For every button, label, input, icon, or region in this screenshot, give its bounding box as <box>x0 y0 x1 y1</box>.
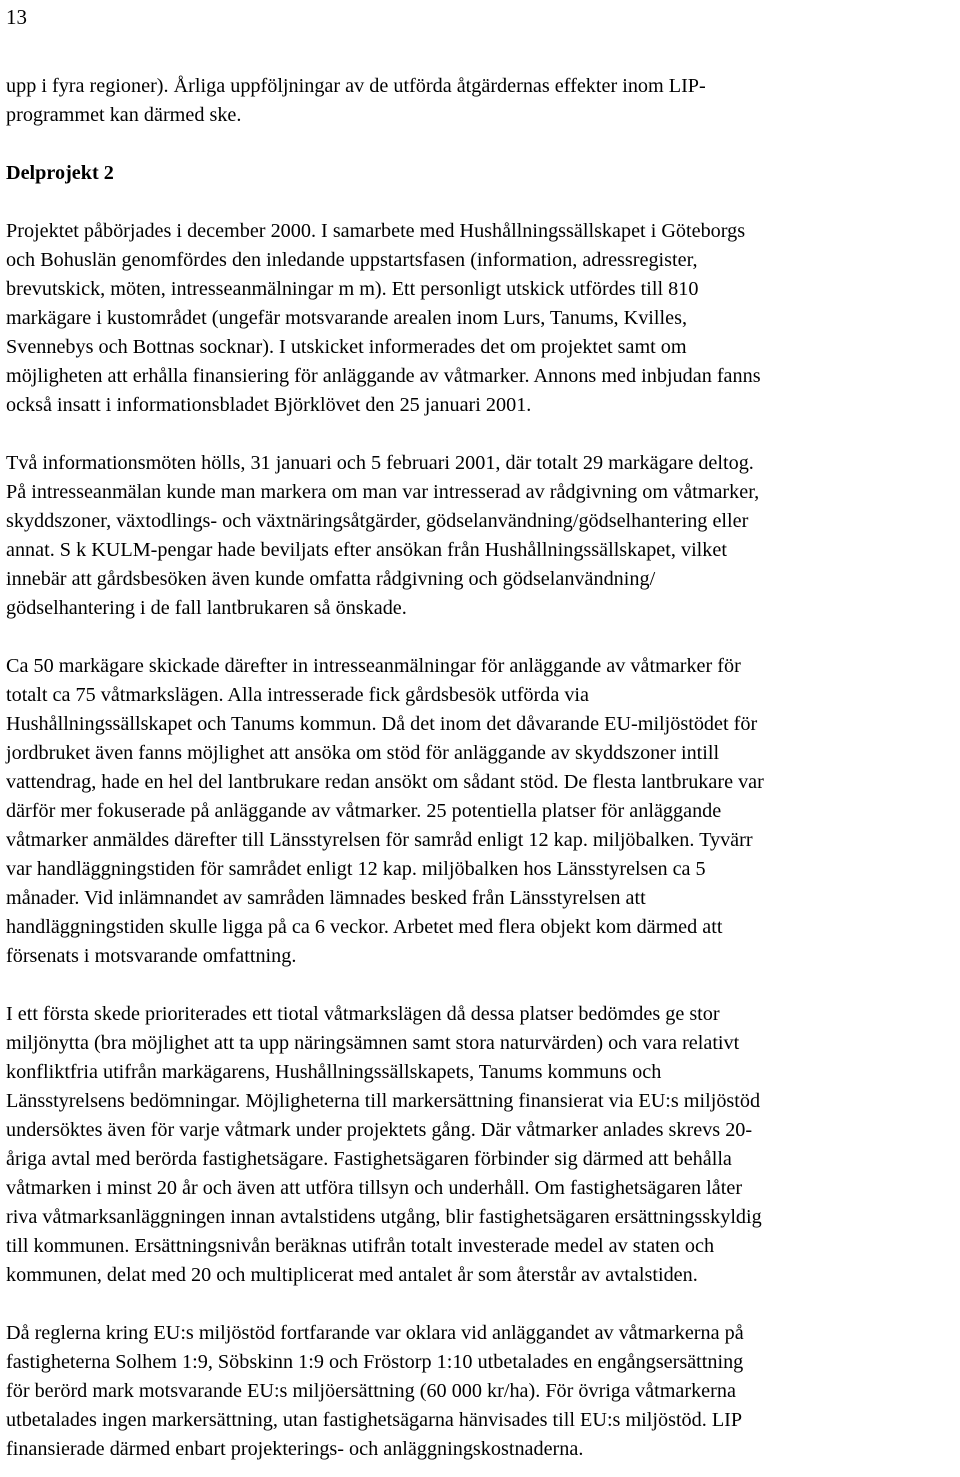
text-line: kommunen, delat med 20 och multiplicerat med antalet år som återstår av avtalstiden. <box>6 1264 698 1286</box>
paragraph <box>6 1319 956 1464</box>
text-line: våtmarker anmäldes därefter till Länsstyrelsen för samråd enligt 12 kap. miljöbalken. Tyvärr <box>6 829 753 851</box>
text-line: möjligheten att erhålla finansiering för anläggande av våtmarker. Annons med inbjudan fanns <box>6 365 761 387</box>
text-line: Två informationsmöten hölls, 31 januari och 5 februari 2001, där totalt 29 markägare deltog. <box>6 452 754 474</box>
paragraph <box>6 449 956 623</box>
paragraph <box>6 652 956 971</box>
paragraph-gap <box>6 130 956 159</box>
text-line: fastigheterna Solhem 1:9, Söbskinn 1:9 och Fröstorp 1:10 utbetalades en engångsersättning <box>6 1351 744 1373</box>
text-line: våtmarken i minst 20 år och även att utföra tillsyn och underhåll. Om fastighetsägaren låter <box>6 1177 743 1199</box>
paragraph-gap <box>6 420 956 449</box>
text-line: konfliktfria utifrån markägarens, Hushållningssällskapets, Tanums kommuns och <box>6 1061 662 1083</box>
section-heading <box>6 159 956 188</box>
text-line: totalt ca 75 våtmarkslägen. Alla intresserade fick gårdsbesök utförda via <box>6 684 589 706</box>
text-line: I ett första skede prioriterades ett tiotal våtmarkslägen då dessa platser bedömdes ge stor <box>6 1003 720 1025</box>
paragraph-gap <box>6 623 956 652</box>
text-line: finansierade därmed enbart projekterings- och anläggningskostnaderna. <box>6 1438 584 1460</box>
paragraph <box>6 1000 956 1290</box>
text-line: för berörd mark motsvarande EU:s miljöersättning (60 000 kr/ha). För övriga våtmarkerna <box>6 1380 736 1402</box>
text-line: därför mer fokuserade på anläggande av våtmarker. 25 potentiella platser för anläggande <box>6 800 722 822</box>
text-line: programmet kan därmed ske. <box>6 104 242 126</box>
document-body <box>6 72 956 1464</box>
text-line: försenats i motsvarande omfattning. <box>6 945 297 967</box>
text-line: Då reglerna kring EU:s miljöstöd fortfarande var oklara vid anläggandet av våtmarkerna på <box>6 1322 744 1344</box>
text-line: utbetalades ingen markersättning, utan fastighetsägarna hänvisades till EU:s miljöstöd. LIP <box>6 1409 743 1431</box>
text-line: Delprojekt 2 <box>6 162 114 184</box>
text-line: Ca 50 markägare skickade därefter in intresseanmälningar för anläggande av våtmarker för <box>6 655 741 677</box>
text-line: innebär att gårdsbesöken även kunde omfatta rådgivning och gödselanvändning/ <box>6 568 656 590</box>
paragraph <box>6 72 956 130</box>
text-line: undersöktes även för varje våtmark under projektets gång. Där våtmarker anlades skrevs 20- <box>6 1119 753 1141</box>
text-line: jordbruket även fanns möjlighet att ansöka om stöd för anläggande av skyddszoner intill <box>6 742 720 764</box>
text-line: också insatt i informationsbladet Björklövet den 25 januari 2001. <box>6 394 532 416</box>
text-line: miljönytta (bra möjlighet att ta upp näringsämnen samt stora naturvärden) och vara relativt <box>6 1032 740 1054</box>
text-line: Hushållningssällskapet och Tanums kommun. Då det inom det dåvarande EU-miljöstödet för <box>6 713 758 735</box>
text-line: gödselhantering i de fall lantbrukaren så önskade. <box>6 597 407 619</box>
text-line: annat. S k KULM-pengar hade beviljats efter ansökan från Hushållningssällskapet, vilket <box>6 539 727 561</box>
text-line: Projektet påbörjades i december 2000. I samarbete med Hushållningssällskapet i Göteborgs <box>6 220 746 242</box>
text-line: var handläggningstiden för samrådet enligt 12 kap. miljöbalken hos Länsstyrelsen ca 5 <box>6 858 706 880</box>
text-line: skyddszoner, växtodlings- och växtnäringsåtgärder, gödselanvändning/gödselhantering eller <box>6 510 749 532</box>
paragraph-gap <box>6 971 956 1000</box>
text-line: markägare i kustområdet (ungefär motsvarande arealen inom Lurs, Tanums, Kvilles, <box>6 307 688 329</box>
text-line: riva våtmarksanläggningen innan avtalstidens utgång, blir fastighetsägaren ersättningsskyldig <box>6 1206 762 1228</box>
paragraph <box>6 217 956 420</box>
text-line: upp i fyra regioner). Årliga uppföljningar av de utförda åtgärdernas effekter inom LIP- <box>6 75 706 97</box>
text-line: På intresseanmälan kunde man markera om man var intresserad av rådgivning om våtmarker, <box>6 481 760 503</box>
text-line: månader. Vid inlämnandet av samråden lämnades besked från Länsstyrelsen att <box>6 887 646 909</box>
paragraph-gap <box>6 1290 956 1319</box>
text-line: brevutskick, möten, intresseanmälningar m m). Ett personligt utskick utfördes till 810 <box>6 278 699 300</box>
text-line: till kommunen. Ersättningsnivån beräknas utifrån totalt investerade medel av staten och <box>6 1235 715 1257</box>
text-line: handläggningstiden skulle ligga på ca 6 veckor. Arbetet med flera objekt kom därmed att <box>6 916 723 938</box>
paragraph-gap <box>6 188 956 217</box>
text-line: Länsstyrelsens bedömningar. Möjligheterna till markersättning finansierat via EU:s miljöstöd <box>6 1090 761 1112</box>
page-number: 13 <box>6 5 27 29</box>
text-line: Svennebys och Bottnas socknar). I utskicket informerades det om projektet samt om <box>6 336 687 358</box>
text-line: åriga avtal med berörda fastighetsägare. Fastighetsägaren förbinder sig därmed att behålla <box>6 1148 732 1170</box>
text-line: vattendrag, hade en hel del lantbrukare redan ansökt om sådant stöd. De flesta lantbrukare var <box>6 771 764 793</box>
text-line: och Bohuslän genomfördes den inledande uppstartsfasen (information, adressregister, <box>6 249 698 271</box>
